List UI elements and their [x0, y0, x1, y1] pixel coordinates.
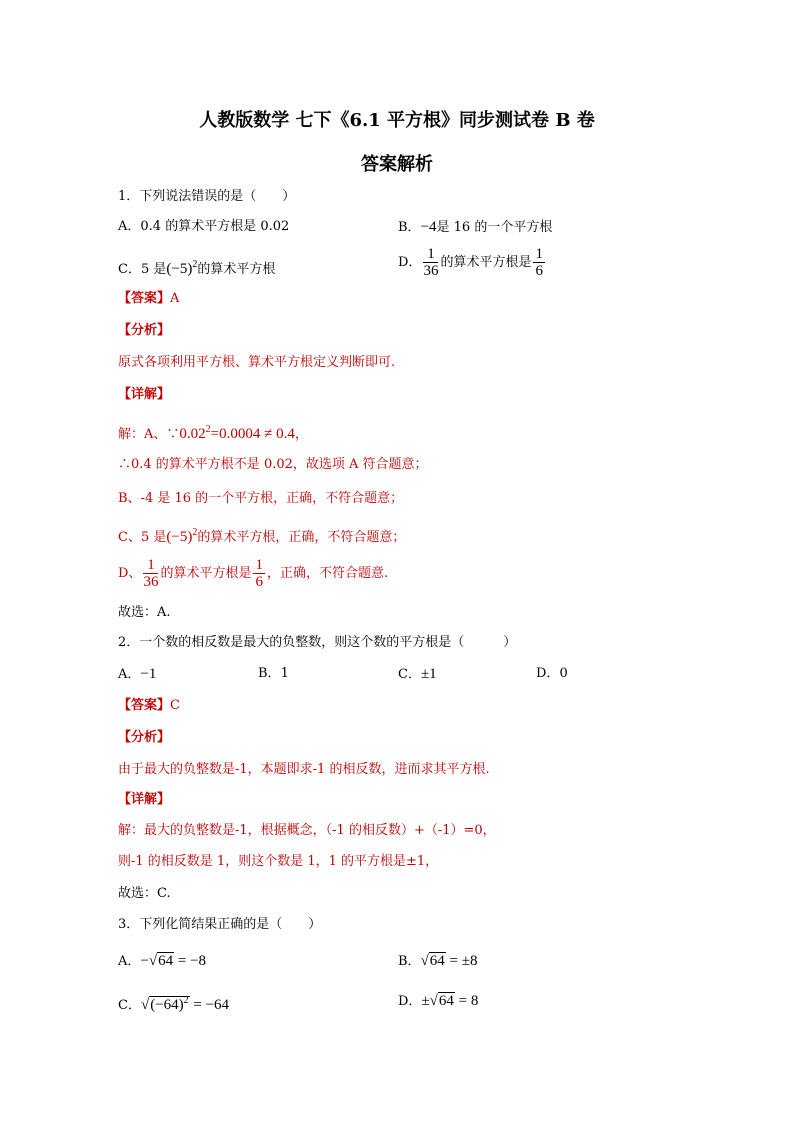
- q2-analysis-text: 由于最大的负整数是-1，本题即求-1 的相反数，进而求其平方根.: [118, 762, 490, 777]
- question-3-stem: 3．下列化简结果正确的是（ ）: [118, 917, 322, 932]
- option-text: 是: [153, 262, 167, 277]
- option-label: D．: [398, 255, 422, 270]
- question-2-stem: 2．一个数的相反数是最大的负整数，则这个数的平方根是（ ）: [118, 635, 517, 650]
- option-label: A．: [118, 219, 141, 234]
- q1-option-a: [118, 218, 289, 236]
- option-text: 是 16 的一个平方根: [436, 220, 553, 235]
- fraction: $\frac{1}{6}$: [535, 246, 543, 279]
- q3-option-a: A．−√64 = −8: [118, 953, 207, 969]
- option-label: C．: [118, 262, 141, 277]
- q2-detail-line-2: 则-1 的相反数是 1，则这个数是 1，1 的平方根是±1，: [118, 854, 439, 869]
- q1-choose: 故选：A.: [118, 605, 171, 620]
- answer-tag: 【答案】: [118, 291, 171, 306]
- q2-option-a: A．−1: [118, 666, 157, 682]
- q1-answer: [118, 290, 179, 308]
- q1-option-d: [398, 244, 547, 282]
- option-text: 5: [140, 262, 150, 277]
- option-math: $(-5)^2$: [166, 259, 198, 277]
- q3-option-d: D．±√64 = 8: [398, 993, 479, 1009]
- q1-detail-line-4: C、5 是$(-5)^2$的算术平方根，正确，不符合题意；: [118, 527, 406, 545]
- q2-option-d: D．0: [536, 666, 568, 681]
- q2-option-c: C．±1: [398, 666, 437, 682]
- q1-analysis-tag: 【分析】: [118, 323, 171, 338]
- q1-detail-line-5: D、 $\frac{1}{36}$ 的算术平方根是 $\frac{1}{6}$ ，正确，不符合题意.: [118, 557, 389, 590]
- q2-detail-tag: 【详解】: [118, 792, 171, 807]
- page-subtitle: 答案解析: [361, 154, 433, 175]
- option-text: 的算术平方根: [197, 262, 276, 277]
- option-math: −4: [420, 219, 437, 235]
- q3-option-b: B．√64 = ±8: [398, 953, 478, 969]
- question-1-stem: 1．下列说法错误的是（ ）: [118, 189, 296, 204]
- answer-value: A: [170, 291, 180, 306]
- q1-detail-tag: 【详解】: [118, 387, 171, 402]
- page-title: 人教版数学 七下《6.1 平方根》同步测试卷 B 卷: [199, 110, 595, 131]
- option-text: 的算术平方根是: [440, 255, 532, 270]
- q1-detail-line-1: 解：A、$\because 0.02^2=0.0004 \ne 0.4$，: [118, 424, 308, 442]
- q1-detail-line-2: ∴0.4 的算术平方根不是 0.02，故选项 A 符合题意；: [118, 457, 428, 472]
- q1-option-b: [398, 218, 552, 237]
- q2-choose: 故选：C.: [118, 886, 171, 901]
- q1-analysis-text: 原式各项利用平方根、算术平方根定义判断即可.: [118, 355, 396, 370]
- q3-option-c: C．$√(-64)^2 = -64$: [118, 995, 230, 1013]
- q1-option-c: [118, 256, 275, 279]
- q1-detail-line-3: B、-4 是 16 的一个平方根，正确，不符合题意；: [118, 491, 404, 506]
- option-label: B．: [398, 220, 421, 235]
- option-text: 0.4 的算术平方根是 0.02: [140, 219, 290, 234]
- q2-option-b: B．1: [258, 666, 289, 681]
- q2-answer: 【答案】C: [118, 698, 180, 713]
- q2-analysis-tag: 【分析】: [118, 730, 171, 745]
- fraction: $\frac{1}{36}$: [423, 246, 439, 279]
- q2-detail-line-1: 解：最大的负整数是-1，根据概念，（-1 的相反数）+（-1）=0，: [118, 823, 496, 838]
